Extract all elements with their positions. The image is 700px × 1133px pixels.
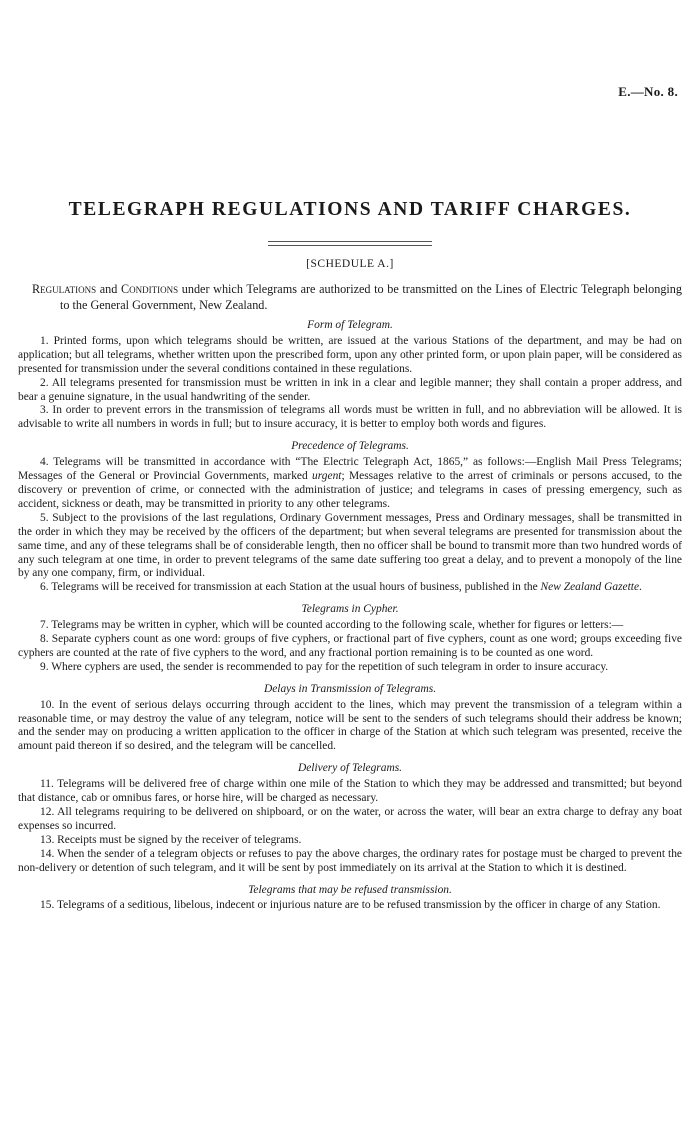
intro-lead-regulations: Regulations bbox=[32, 282, 97, 296]
regulation-11: 11. Telegrams will be delivered free of charge within one mile of the Station to which they may be addressed and transmitted; but beyond that distance, cab or omnibus fares, or horse hire, will be charged as necessary. bbox=[18, 778, 682, 805]
regulation-6-text-b: . bbox=[639, 581, 642, 594]
regulation-1: 1. Printed forms, upon which telegrams should be written, are issued at the various Stations of the department, and may be had on application; but all telegrams, whether written upon the prescribed form, upon any other printed form, or upon plain paper, will be considered as presented for transmission under the several conditions contained in these regulations. bbox=[18, 334, 682, 375]
page-title: TELEGRAPH REGULATIONS AND TARIFF CHARGES. bbox=[68, 199, 632, 220]
heading-refused: Telegrams that may be refused transmission. bbox=[248, 883, 452, 896]
intro-and: and bbox=[96, 282, 121, 296]
regulation-7: 7. Telegrams may be written in cypher, which will be counted according to the following scale, whether for figures or letters:— bbox=[40, 619, 624, 632]
regulation-6 bbox=[18, 581, 682, 595]
regulation-4-urgent: urgent bbox=[312, 470, 342, 483]
regulation-15: 15. Telegrams of a seditious, libelous, indecent or injurious nature are to be refused transmission by the officer in charge of any Station. bbox=[40, 899, 661, 912]
regulation-4 bbox=[18, 456, 682, 512]
regulation-6-text-a: 6. Telegrams will be received for transmission at each Station at the usual hours of business, published in the bbox=[40, 581, 541, 594]
page-reference: E.—No. 8. bbox=[618, 84, 678, 99]
regulation-12: 12. All telegrams requiring to be delivered on shipboard, or on the water, or across the water, will bear an extra charge to defray any boat expenses so incurred. bbox=[18, 806, 682, 832]
regulation-5: 5. Subject to the provisions of the last regulations, Ordinary Government messages, Press and Ordinary messages, shall be transmitted in the order in which they may be received by the officers of the department; but when several telegrams are presented for transmission about the same time, and any of these telegrams shall be of considerable length, then no officer shall be bound to transmit more than two hundred words of any such telegram at one time, in order to prevent telegrams of the same date suffering too great a delay, and to prevent a monopoly of the line by any one company, firm, or individual. bbox=[18, 511, 682, 580]
regulation-10: 10. In the event of serious delays occurring through accident to the lines, which may prevent the transmission of a telegram within a reasonable time, or may destroy the value of any telegram, notice will be sent to the senders of such telegrams should their address be known; and the sender may on producing a written application to the officer in charge of the Station at which such telegram was presented, receive the amount paid thereon if so desired, and the telegram will be cancelled. bbox=[18, 698, 682, 753]
intro-paragraph bbox=[18, 281, 682, 313]
regulation-4-text-a: 4. Telegrams will be transmitted in accordance with “The Electric Telegraph Act, 1865,” as follows:—English Mail Press Telegrams; Messages of the General or Provincial Governments, marked bbox=[18, 456, 682, 483]
heading-precedence: Precedence of Telegrams. bbox=[291, 440, 409, 453]
regulations-body bbox=[18, 281, 682, 913]
regulation-14: 14. When the sender of a telegram objects or refuses to pay the above charges, the ordinary rates for postage must be charged to prevent the non-delivery or detention of such telegram, and it will be sent by post immediately on its arrival at the Station to which it is destined. bbox=[18, 847, 682, 874]
regulation-6-gazette: New Zealand Gazette bbox=[540, 581, 640, 594]
regulation-13: 13. Receipts must be signed by the receiver of telegrams. bbox=[40, 833, 302, 846]
regulation-8: 8. Separate cyphers count as one word: groups of five cyphers, or fractional part of five cyphers, count as one word; groups exceeding five cyphers are counted at the rate of five cyphers to the word, and any fractional portion remaining is to be counted as one word. bbox=[18, 633, 682, 659]
intro-text: under which Telegrams are authorized to be transmitted on the Lines of Electric Telegraph belonging to the General Government, New Zealand. bbox=[60, 282, 682, 312]
heading-delays: Delays in Transmission of Telegrams. bbox=[263, 682, 437, 695]
schedule-label: [SCHEDULE A.] bbox=[306, 258, 394, 270]
heading-form-of-telegram: Form of Telegram. bbox=[307, 319, 393, 331]
intro-lead-conditions: Conditions bbox=[121, 282, 179, 296]
regulation-4-text-b: ; Messages relative to the arrest of criminals or persons accused, to the discovery or prevention of crime, or connected with the administration of justice; and telegrams in cases of pressing emergency, such as accident, sickness or death, may be transmitted in priority to any other telegrams. bbox=[18, 470, 683, 510]
regulation-2: 2. All telegrams presented for transmission must be written in ink in a clear and legible manner; they shall contain a proper address, and bear a genuine signature, in the usual handwriting of the sender. bbox=[18, 376, 682, 403]
heading-delivery: Delivery of Telegrams. bbox=[297, 762, 403, 775]
heading-cypher: Telegrams in Cypher. bbox=[301, 603, 399, 616]
regulation-9: 9. Where cyphers are used, the sender is recommended to pay for the repetition of such telegram in order to insure accuracy. bbox=[40, 660, 609, 673]
regulation-3: 3. In order to prevent errors in the transmission of telegrams all words must be written in full, and no abbreviation will be allowed. It is advisable to write all numbers in words in full; but to insure accuracy, it is better to employ both words and figures. bbox=[18, 404, 682, 431]
title-divider bbox=[268, 241, 432, 246]
